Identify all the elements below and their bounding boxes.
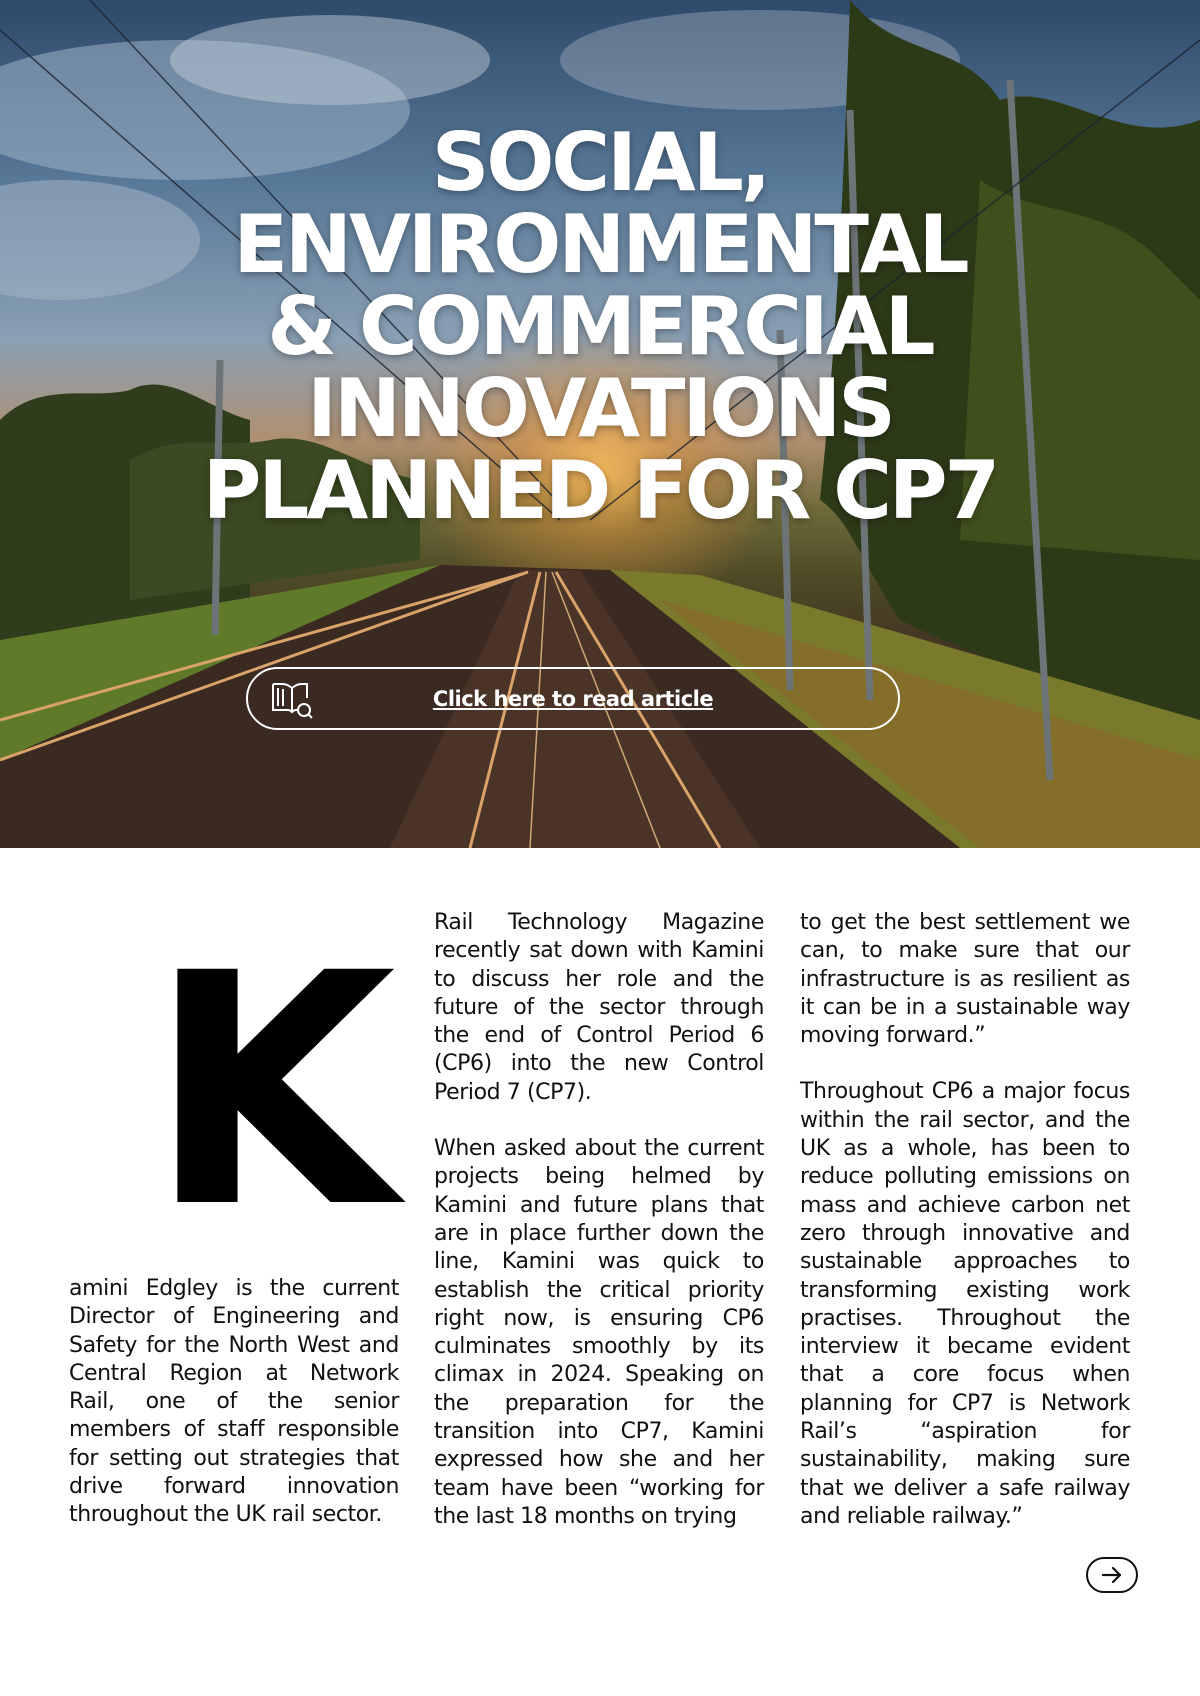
headline-line: INNOVATIONS — [307, 362, 893, 455]
read-article-link[interactable]: Click here to read article — [432, 686, 714, 711]
headline-line: ENVIRONMENTAL — [233, 198, 967, 291]
headline — [100, 116, 1100, 537]
headline-line: PLANNED FOR CP7 — [202, 444, 998, 537]
paragraph: to get the best settlement we can, to make sure that our infrastructure is as resilient as it can be in a sustainable way moving forward.” — [800, 910, 1130, 1049]
read-article-button[interactable] — [246, 667, 900, 730]
headline-line: & COMMERCIAL — [267, 280, 933, 373]
paragraph: When asked about the current projects being helmed by Kamini and future plans that are in place further down the line, Kamini was quick to establish the critical priority right now, is ensuring CP6 culminates smoothly by its climax in 2024. Speaking on the preparation for the transition into CP7, Kamini expressed how she and her team have been “working for the last 18 months on trying — [434, 1136, 764, 1529]
article-column-1 — [69, 1275, 399, 1530]
paragraph: Rail Technology Magazine recently sat down with Kamini to discuss her role and the future of the sector through the end of Control Period 6 (CP6) into the new Control Period 7 (CP7). — [434, 910, 764, 1105]
paragraph: Throughout CP6 a major focus within the rail sector, and the UK as a whole, has been to reduce polluting emissions on mass and achieve carbon net zero through innovative and sustainable approaches to transforming existing work practises. Throughout the interview it became evident that a core focus when planning for CP7 is Network Rail’s “aspiration for sustainability, making sure that we deliver a safe railway and reliable railway.” — [800, 1079, 1130, 1529]
headline-line: SOCIAL, — [431, 116, 769, 209]
arrow-right-icon — [1101, 1566, 1123, 1584]
paragraph: amini Edgley is the current Director of Engineering and Safety for the North West and Central Region at Network Rail, one of the senior members of staff responsible for setting out strategies that drive forward innovation throughout the UK rail sector. — [69, 1276, 399, 1528]
book-search-icon — [270, 678, 314, 720]
article-column-2 — [434, 909, 764, 1531]
article-column-3 — [800, 909, 1130, 1531]
next-page-button[interactable] — [1086, 1557, 1138, 1593]
drop-cap: K — [148, 906, 396, 1278]
